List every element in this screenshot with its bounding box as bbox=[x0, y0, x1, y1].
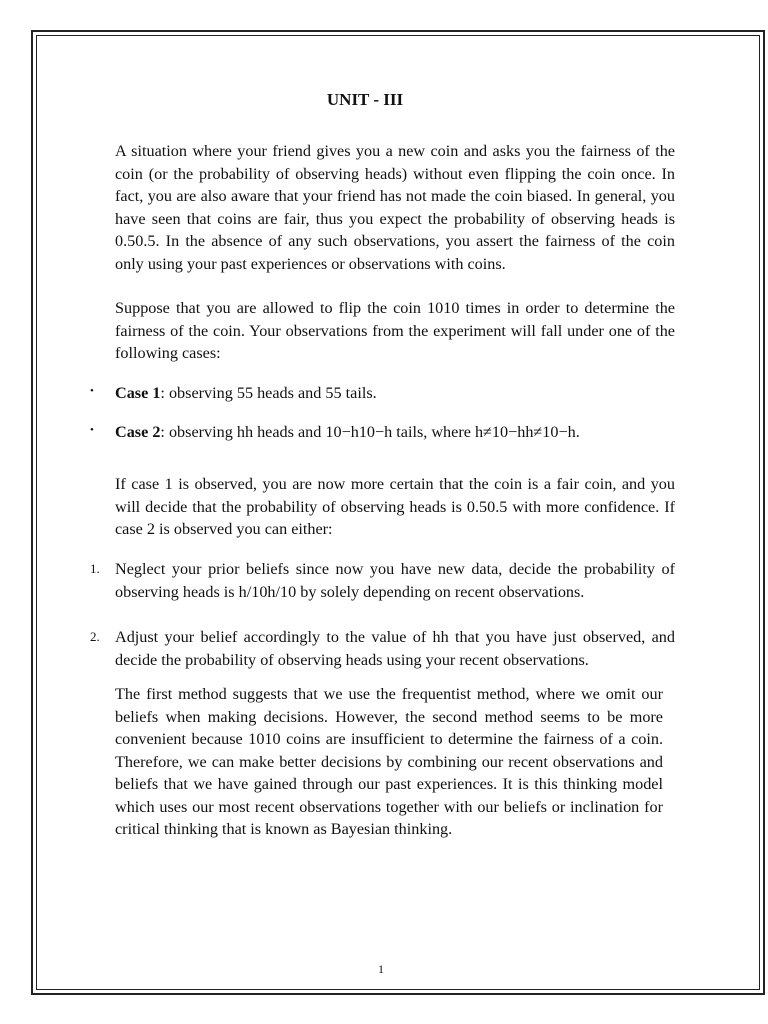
option-2-text: Adjust your belief accordingly to the value of hh that you have just observed, and decide the probability of observing heads using your recent observations. bbox=[115, 628, 675, 669]
option-1-number: 1. bbox=[90, 561, 100, 576]
bullet-icon: • bbox=[90, 385, 94, 397]
case-2-text: : observing hh heads and 10−h10−h tails, where h≠10−hh≠10−h. bbox=[160, 423, 580, 441]
case-1-text: : observing 55 heads and 55 tails. bbox=[160, 384, 377, 402]
option-1-text: Neglect your prior beliefs since now you have new data, decide the probability of observing heads is h/10h/10 by solely depending on recent observations. bbox=[115, 560, 675, 601]
case1-paragraph: If case 1 is observed, you are now more certain that the coin is a fair coin, and you will decide that the probability of observing heads is 0.50.5 with more confidence. If case 2 is observed you can either: bbox=[115, 475, 675, 538]
unit-title: UNIT - III bbox=[326, 90, 404, 109]
conclusion-paragraph: The first method suggests that we use the frequentist method, where we omit our beliefs when making decisions. However, the second method seems to be more convenient because 1010 coins are insufficient to determine the fairness of a coin. Therefore, we can make better decisions by combining our recent observations and beliefs that we have gained through our past experiences. It is this thinking model which uses our most recent observations together with our beliefs or inclination for critical thinking that is known as Bayesian thinking. bbox=[115, 685, 663, 838]
intro-paragraph: A situation where your friend gives you a new coin and asks you the fairness of the coin (or the probability of observing heads) without even flipping the coin once. In fact, you are also aware that your friend has not made the coin biased. In general, you have seen that coins are fair, thus you expect the probability of observing heads is 0.50.5. In the absence of any such observations, you assert the fairness of the coin only using your past experiences or observations with coins. bbox=[115, 142, 675, 273]
case-2-label: Case 2 bbox=[115, 423, 161, 441]
case-1-label: Case 1 bbox=[115, 384, 161, 402]
bullet-icon: • bbox=[90, 424, 94, 436]
experiment-paragraph: Suppose that you are allowed to flip the coin 1010 times in order to determine the fairness of the coin. Your observations from the experiment will fall under one of the following cases: bbox=[115, 299, 675, 362]
page-number: 1 bbox=[378, 962, 384, 976]
option-2-number: 2. bbox=[90, 629, 100, 644]
